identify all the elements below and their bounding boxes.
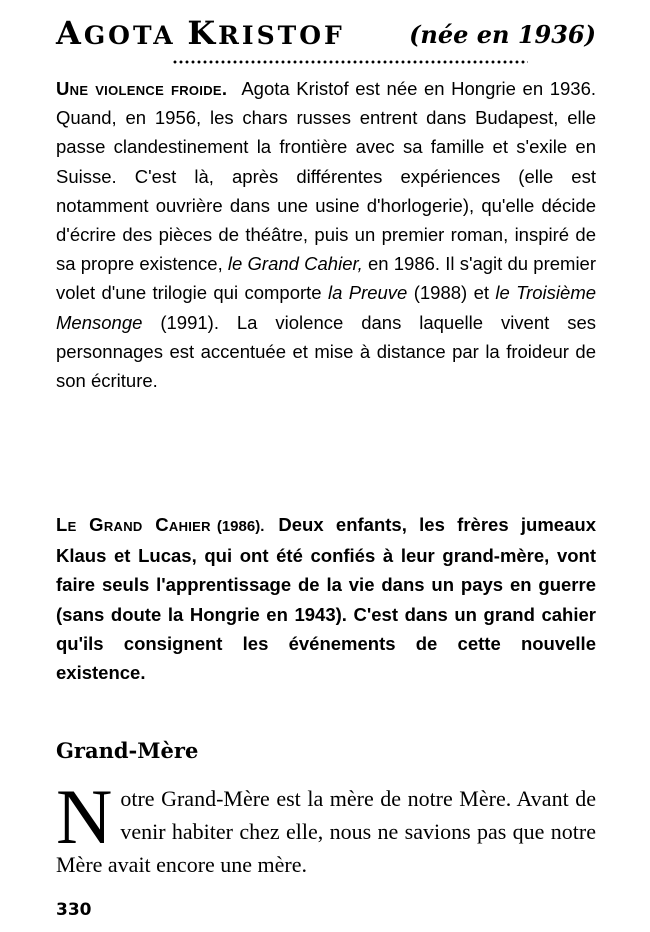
extract-text: Notre Grand-Mère est la mère de notre Mère. Avant de venir habiter chez elle, nous ne savions pas que notre Mère avait encore une mère. bbox=[56, 773, 596, 877]
book-title: la Preuve bbox=[327, 282, 408, 304]
chapter-header bbox=[56, 14, 596, 54]
page-number: 330 bbox=[56, 900, 92, 920]
book-title: le Troisième Mensonge bbox=[56, 282, 597, 333]
author-name: AGOTA KRISTOF bbox=[56, 14, 345, 52]
summary-heading: Le Grand Cahier bbox=[56, 514, 211, 535]
summary-year: (1986). bbox=[216, 518, 265, 535]
dotted-rule bbox=[172, 60, 528, 64]
author-dates: (née en 1936) bbox=[409, 20, 596, 49]
intro-paragraph: Une violence froide. Agota Kristof est née en Hongrie en 1936. Quand, en 1956, les chars russes entrent dans Budapest, elle passe clandestinement la frontière avec sa famille et s'exile en Suisse. C'est là, après différentes expériences (elle est notamment ouvrière dans une usine d'horlogerie), qu'elle décide d'écrire des pièces de théâtre, puis un premier roman, inspiré de sa propre existence, le Grand Cahier, en 1986. Il s'agit du premier volet d'une trilogie qui comporte la Preuve (1988) et le Troisième Mensonge (1991). La violence dans laquelle vivent ses personnages est accentuée et mise à distance par la froideur de son écriture. bbox=[56, 78, 597, 392]
summary-paragraph: Le Grand Cahier (1986). Deux enfants, les frères jumeaux Klaus et Lucas, qui ont été confiés à leur grand-mère, vont faire seuls l'apprentissage de la vie dans un pays en guerre (sans doute la Hongrie en 1943). C'est dans un grand cahier qu'ils consignent les événements de cette nouvelle existence. bbox=[56, 514, 596, 684]
intro-heading: Une violence froide. bbox=[56, 78, 228, 99]
drop-cap: N bbox=[56, 773, 113, 860]
extract-title: Grand-Mère bbox=[56, 738, 199, 763]
book-title: le Grand Cahier, bbox=[227, 253, 363, 275]
